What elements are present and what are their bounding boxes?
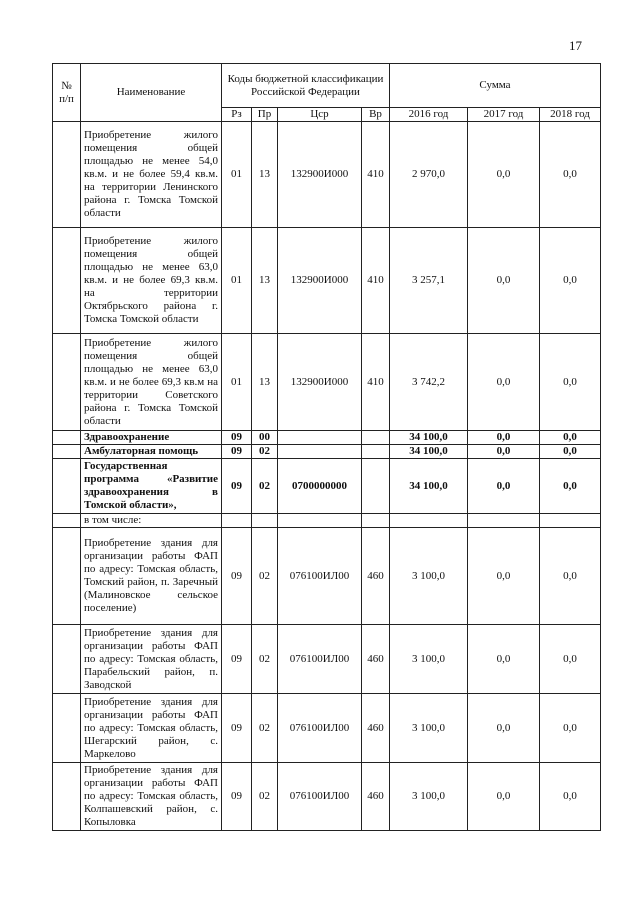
row-vr: 460 bbox=[362, 625, 390, 694]
header-2017: 2017 год bbox=[468, 108, 540, 122]
header-csr: Цср bbox=[278, 108, 362, 122]
row-vr: 410 bbox=[362, 122, 390, 228]
row-pr: 00 bbox=[252, 431, 278, 445]
row-csr: 076100ИЛ00 bbox=[278, 625, 362, 694]
row-sum-2016: 3 100,0 bbox=[390, 763, 468, 831]
row-sum-2018: 0,0 bbox=[540, 625, 601, 694]
row-pr: 02 bbox=[252, 694, 278, 763]
row-sum-2016: 3 742,2 bbox=[390, 334, 468, 431]
row-csr bbox=[278, 445, 362, 459]
row-pr: 13 bbox=[252, 228, 278, 334]
header-codes: Коды бюджетной классификации Российской Федерации bbox=[222, 64, 390, 108]
table-row bbox=[53, 514, 601, 528]
row-pr: 02 bbox=[252, 445, 278, 459]
row-rz: 01 bbox=[222, 122, 252, 228]
row-sum-2016: 2 970,0 bbox=[390, 122, 468, 228]
row-vr bbox=[362, 431, 390, 445]
header-pr: Пр bbox=[252, 108, 278, 122]
row-csr: 076100ИЛ00 bbox=[278, 528, 362, 625]
row-sum-2017: 0,0 bbox=[468, 445, 540, 459]
header-rz: Рз bbox=[222, 108, 252, 122]
row-rz: 01 bbox=[222, 228, 252, 334]
row-sum-2016: 3 100,0 bbox=[390, 694, 468, 763]
row-csr: 132900И000 bbox=[278, 122, 362, 228]
row-sum-2018: 0,0 bbox=[540, 334, 601, 431]
row-name: Приобретение жилого помещения общей площадью не менее 63,0 кв.м. и не более 69,3 кв.м на территории Советского района г. Томска Томской области bbox=[81, 334, 222, 431]
row-sum-2016: 3 257,1 bbox=[390, 228, 468, 334]
table-row bbox=[53, 122, 601, 228]
row-name: Приобретение здания для организации работы ФАП по адресу: Томская область, Томский район, п. Заречный (Малиновское сельское поселение) bbox=[81, 528, 222, 625]
row-name: Приобретение здания для организации работы ФАП по адресу: Томская область, Колпашевский район, с. Копыловка bbox=[81, 763, 222, 831]
row-sum-2017: 0,0 bbox=[468, 694, 540, 763]
row-sum-2016: 3 100,0 bbox=[390, 528, 468, 625]
row-rz: 09 bbox=[222, 431, 252, 445]
row-name: Здравоохранение bbox=[81, 431, 222, 445]
row-csr: 076100ИЛ00 bbox=[278, 694, 362, 763]
row-sum-2017: 0,0 bbox=[468, 459, 540, 514]
row-sum-2018: 0,0 bbox=[540, 228, 601, 334]
header-2018: 2018 год bbox=[540, 108, 601, 122]
row-rz: 09 bbox=[222, 625, 252, 694]
row-rz: 09 bbox=[222, 694, 252, 763]
row-name: Приобретение здания для организации работы ФАП по адресу: Томская область, Парабельский район, п. Заводской bbox=[81, 625, 222, 694]
row-sum-2018: 0,0 bbox=[540, 445, 601, 459]
row-pr: 13 bbox=[252, 334, 278, 431]
budget-table bbox=[52, 63, 601, 831]
row-name: Приобретение здания для организации работы ФАП по адресу: Томская область, Шегарский район, с. Маркелово bbox=[81, 694, 222, 763]
row-csr: 076100ИЛ00 bbox=[278, 763, 362, 831]
header-vr: Вр bbox=[362, 108, 390, 122]
row-sum-2017: 0,0 bbox=[468, 625, 540, 694]
row-sum-2018: 0,0 bbox=[540, 763, 601, 831]
row-name: Приобретение жилого помещения общей площадью не менее 54,0 кв.м. и не более 59,4 кв.м. на территории Ленинского района г. Томска Томской области bbox=[81, 122, 222, 228]
row-vr: 460 bbox=[362, 763, 390, 831]
header-name: Наименование bbox=[81, 64, 222, 122]
row-sum-2017: 0,0 bbox=[468, 528, 540, 625]
row-vr bbox=[362, 445, 390, 459]
row-sum-2016: 34 100,0 bbox=[390, 431, 468, 445]
row-rz: 09 bbox=[222, 445, 252, 459]
table-row bbox=[53, 528, 601, 625]
header-row bbox=[53, 64, 601, 108]
row-pr: 13 bbox=[252, 122, 278, 228]
row-pr: 02 bbox=[252, 625, 278, 694]
row-sum-2016: 34 100,0 bbox=[390, 459, 468, 514]
table-row bbox=[53, 625, 601, 694]
row-sum-2016: 34 100,0 bbox=[390, 445, 468, 459]
row-name: Амбулаторная помощь bbox=[81, 445, 222, 459]
row-sum-2018: 0,0 bbox=[540, 528, 601, 625]
row-vr: 410 bbox=[362, 334, 390, 431]
table-row bbox=[53, 694, 601, 763]
row-rz: 09 bbox=[222, 528, 252, 625]
row-sum-2018: 0,0 bbox=[540, 694, 601, 763]
row-rz: 09 bbox=[222, 459, 252, 514]
row-csr: 132900И000 bbox=[278, 228, 362, 334]
row-rz: 09 bbox=[222, 763, 252, 831]
header-sum: Сумма bbox=[390, 64, 601, 108]
row-sum-2017: 0,0 bbox=[468, 431, 540, 445]
row-vr: 410 bbox=[362, 228, 390, 334]
row-sum-2017: 0,0 bbox=[468, 334, 540, 431]
row-sum-2017: 0,0 bbox=[468, 763, 540, 831]
row-csr: 132900И000 bbox=[278, 334, 362, 431]
row-pr: 02 bbox=[252, 528, 278, 625]
row-sum-2018: 0,0 bbox=[540, 459, 601, 514]
row-vr: 460 bbox=[362, 694, 390, 763]
row-name: Государственная программа «Развитие здравоохранения в Томской области», bbox=[81, 459, 222, 514]
row-sum-2017: 0,0 bbox=[468, 228, 540, 334]
row-vr bbox=[362, 459, 390, 514]
row-sum-2018: 0,0 bbox=[540, 431, 601, 445]
row-pr: 02 bbox=[252, 459, 278, 514]
row-sum-2016: 3 100,0 bbox=[390, 625, 468, 694]
table-row bbox=[53, 459, 601, 514]
row-csr bbox=[278, 431, 362, 445]
row-csr: 0700000000 bbox=[278, 459, 362, 514]
row-sum-2017: 0,0 bbox=[468, 122, 540, 228]
row-name: Приобретение жилого помещения общей площадью не менее 63,0 кв.м. и не более 69,3 кв.м. на территории Октябрьского района г. Томска Томской области bbox=[81, 228, 222, 334]
table-row bbox=[53, 763, 601, 831]
table-row bbox=[53, 334, 601, 431]
table-row bbox=[53, 445, 601, 459]
header-2016: 2016 год bbox=[390, 108, 468, 122]
row-name: в том числе: bbox=[81, 514, 222, 528]
page-number: 17 bbox=[569, 38, 582, 53]
row-sum-2018: 0,0 bbox=[540, 122, 601, 228]
header-num: № п/п bbox=[53, 64, 81, 122]
row-rz: 01 bbox=[222, 334, 252, 431]
row-pr: 02 bbox=[252, 763, 278, 831]
table-row bbox=[53, 228, 601, 334]
table-row bbox=[53, 431, 601, 445]
row-vr: 460 bbox=[362, 528, 390, 625]
